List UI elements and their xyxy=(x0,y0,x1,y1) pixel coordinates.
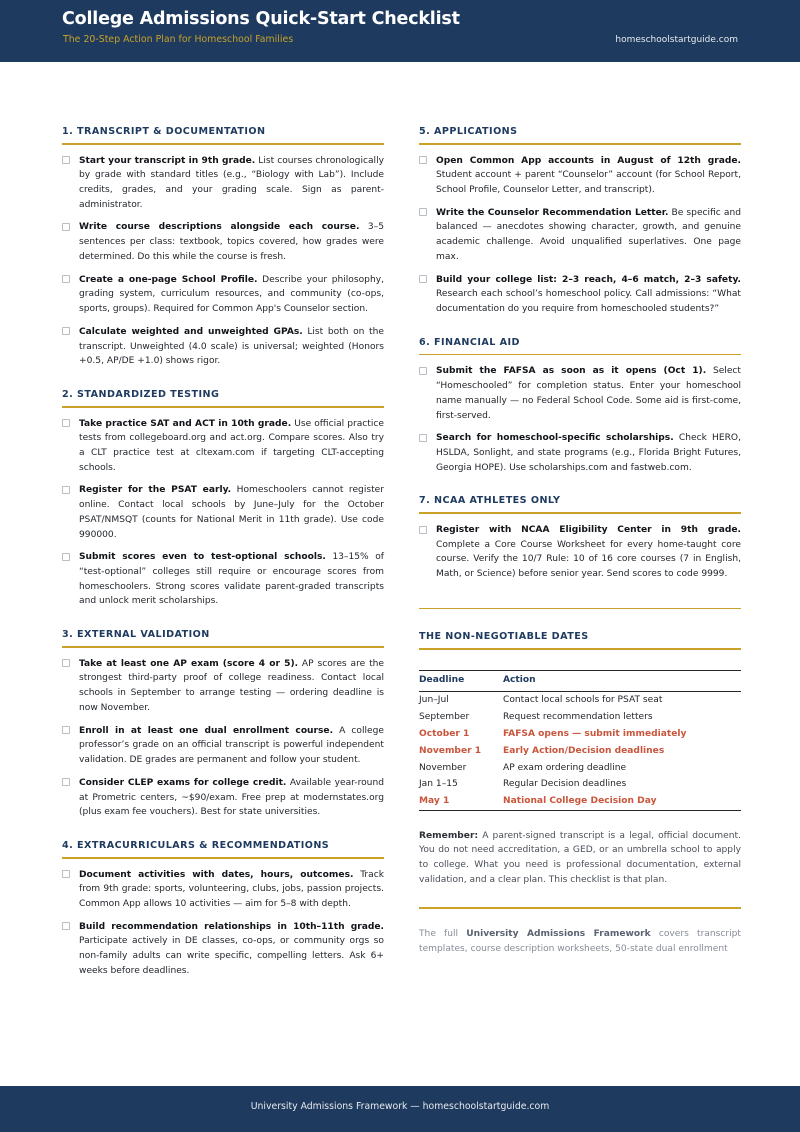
section-heading: 5. APPLICATIONS xyxy=(419,126,518,137)
checklist-item[interactable] xyxy=(62,417,384,476)
checkbox-icon[interactable] xyxy=(62,778,70,786)
checkbox-icon[interactable] xyxy=(62,486,70,494)
table-header-row xyxy=(419,671,741,692)
promo-prefix: The full xyxy=(419,928,459,939)
checklist-item[interactable] xyxy=(419,154,741,198)
section-rule xyxy=(419,143,741,145)
section-rule xyxy=(62,857,384,859)
page-title: College Admissions Quick-Start Checklist xyxy=(62,9,460,29)
checklist-item-lead: Register for the PSAT early. xyxy=(79,485,232,496)
checklist-item[interactable] xyxy=(62,325,384,369)
checklist-item-lead: Document activities with dates, hours, outcomes. xyxy=(79,869,354,880)
checklist-item[interactable] xyxy=(62,273,384,317)
checklist-item-body: Available year-round at Prometric centers, ~$90/exam. Free prep at modernstates.org (plus exam fee vouchers). Best for state universities. xyxy=(79,777,384,818)
checklist-item[interactable] xyxy=(419,431,741,475)
checklist-item[interactable] xyxy=(62,657,384,716)
checkbox-icon[interactable] xyxy=(62,870,70,878)
remember-callout xyxy=(419,829,741,888)
dates-heading: THE NON-NEGOTIABLE DATES xyxy=(419,631,589,643)
checklist-item[interactable] xyxy=(62,220,384,264)
checklist-section xyxy=(419,495,741,581)
checkbox-icon[interactable] xyxy=(62,659,70,667)
section-heading: 4. EXTRACURRICULARS & RECOMMENDATIONS xyxy=(62,839,330,851)
checklist-item-body: Track from 9th grade: sports, volunteering, clubs, jobs, passion projects. Common App allows 10 activities — aim for 5–8 with depth. xyxy=(79,869,384,909)
action-cell: AP exam ordering deadline xyxy=(503,762,627,773)
page-subtitle: The 20-Step Action Plan for Homeschool Families xyxy=(63,34,294,45)
checklist-item[interactable] xyxy=(419,364,741,423)
checkbox-icon[interactable] xyxy=(62,922,70,930)
table-column-header: Deadline xyxy=(419,671,503,692)
checklist-item[interactable] xyxy=(62,724,384,768)
gold-divider-lower xyxy=(419,907,741,908)
right-column xyxy=(419,126,741,956)
remember-label: Remember: xyxy=(419,830,479,841)
section-rule xyxy=(62,143,384,145)
checklist-item-lead: Open Common App accounts in August of 12th grade. xyxy=(436,155,741,166)
checklist-item-body: Be specific and balanced — anecdotes showing character, growth, and genuine academic challenge. Avoid unqualified superlatives. One page max. xyxy=(436,207,741,262)
checkbox-icon[interactable] xyxy=(62,275,70,283)
section-spacer xyxy=(62,609,384,629)
checklist-section xyxy=(419,337,741,476)
page-footer xyxy=(0,1086,800,1132)
checklist-item-lead: Submit scores even to test-optional schools. xyxy=(79,552,326,563)
section-heading: 1. TRANSCRIPT & DOCUMENTATION xyxy=(62,126,266,137)
checkbox-icon[interactable] xyxy=(419,156,427,164)
promo-text xyxy=(419,927,741,956)
dates-rule xyxy=(419,648,741,650)
action-cell: Contact local schools for PSAT seat xyxy=(503,695,663,706)
checklist-item-lead: Build recommendation relationships in 10th–11th grade. xyxy=(79,921,384,932)
checklist-item[interactable] xyxy=(62,776,384,820)
table-row xyxy=(419,692,741,709)
page-header xyxy=(0,0,800,62)
checklist-section xyxy=(62,126,384,369)
checklist-item-body: 13–15% of “test-optional” colleges still require or encourage scores from homeschoolers. Strong scores validate parent-graded transcripts and unlock merit scholarships. xyxy=(79,552,384,607)
section-rule xyxy=(419,354,741,356)
checklist-item-lead: Write the Counselor Recommendation Letter. xyxy=(436,207,669,218)
section-heading: 2. STANDARDIZED TESTING xyxy=(62,388,220,400)
checklist-item-lead: Calculate weighted and unweighted GPAs. xyxy=(79,326,303,337)
checkbox-icon[interactable] xyxy=(419,434,427,442)
checklist-item-body: 3–5 sentences per class: textbook, topics covered, how grades were determined. Do this while the course is fresh. xyxy=(79,222,384,262)
checklist-item-body: A college professor’s grade on an official transcript is powerful independent validation. DE grades are permanent and follow your student. xyxy=(79,725,384,766)
checklist-item-body: Participate actively in DE classes, co-ops, or community orgs so non-family adults can write specific, compelling letters. Ask 6+ weeks before deadlines. xyxy=(79,936,384,976)
checklist-item-lead: Enroll in at least one dual enrollment course. xyxy=(79,725,334,736)
checklist-item-body: List courses chronologically by grade with standard titles (e.g., “Biology with Lab”). Include credits, grades, and your grading scale. Sign as parent-administrator. xyxy=(79,155,384,210)
deadline-cell: September xyxy=(419,712,470,723)
checklist-item-body: AP scores are the strongest third-party proof of college readiness. Contact local schools in September to arrange testing — ordering deadline is now November. xyxy=(79,658,384,713)
checklist-item-lead: Take practice SAT and ACT in 10th grade. xyxy=(79,418,292,429)
deadline-cell: Jun–Jul xyxy=(419,695,449,706)
checkbox-icon[interactable] xyxy=(62,726,70,734)
action-cell: FAFSA opens — submit immediately xyxy=(503,729,687,740)
checklist-item-lead: Submit the FAFSA as soon as it opens (Oct 1). xyxy=(436,366,707,377)
checklist-item-body: Select “Homeschooled” for completion status. Enter your homeschool name manually — no Federal School Code. Some aid is first-come, first-served. xyxy=(436,366,741,421)
checklist-item-body: List both on the transcript. Unweighted (4.0 scale) is universal; weighted (Honors +0.5, AP/DE +1.0) shows rigor. xyxy=(79,326,384,367)
remember-text: A parent-signed transcript is a legal, official document. You do not need accreditation, a GED, or an umbrella school to apply to college. What you need is professional documentation, external validation, and a clear plan. This checklist is that plan. xyxy=(419,830,741,885)
action-cell: National College Decision Day xyxy=(503,793,741,810)
table-row xyxy=(419,793,741,810)
left-column xyxy=(62,126,384,979)
checklist-item-lead: Consider CLEP exams for college credit. xyxy=(79,777,287,788)
checklist-item-lead: Search for homeschool-specific scholarships. xyxy=(436,433,674,444)
deadline-cell: May 1 xyxy=(419,793,503,810)
gold-divider xyxy=(419,608,741,610)
checklist-item-body: Research each school’s homeschool policy. Call admissions: “What documentation do you require from homeschooled students?” xyxy=(436,289,741,315)
header-site-url: homeschoolstartguide.com xyxy=(615,35,738,45)
table-row xyxy=(419,742,741,759)
checklist-item-body: Student account + parent “Counselor” account (for School Report, School Profile, Counselor Letter, and transcript). xyxy=(436,170,741,196)
checklist-item-body: Describe your philosophy, grading system, curriculum resources, and community (co-ops, sports, groups). Required for Common App's Counselor section. xyxy=(79,274,384,315)
checkbox-icon[interactable] xyxy=(62,156,70,164)
table-row xyxy=(419,726,741,743)
section-spacer xyxy=(62,820,384,840)
checklist-item[interactable] xyxy=(419,206,741,265)
section-spacer xyxy=(419,317,741,337)
checklist-item-body: Use official practice tests from collegeboard.org and act.org. Compare scores. Also try a CLT practice test at cltexam.com if targeting CLT-accepting schools. xyxy=(79,418,384,473)
checkbox-icon[interactable] xyxy=(419,526,427,534)
checklist-item-lead: Start your transcript in 9th grade. xyxy=(79,155,256,166)
checklist-item-lead: Register with NCAA Eligibility Center in 9th grade. xyxy=(436,525,741,535)
checklist-section xyxy=(419,126,741,317)
section-spacer xyxy=(419,475,741,495)
checklist-section xyxy=(62,840,384,979)
section-heading: 3. EXTERNAL VALIDATION xyxy=(62,629,210,641)
deadlines-table xyxy=(419,670,741,810)
section-rule xyxy=(62,406,384,408)
section-rule xyxy=(419,512,741,514)
checkbox-icon[interactable] xyxy=(62,223,70,231)
deadline-cell: November 1 xyxy=(419,745,482,756)
section-spacer xyxy=(62,369,384,389)
checklist-item-lead: Build your college list: 2–3 reach, 4–6 match, 2–3 safety. xyxy=(436,274,741,285)
table-row xyxy=(419,709,741,726)
checklist-item[interactable] xyxy=(62,920,384,979)
deadline-cell: Jan 1–15 xyxy=(419,779,458,790)
checklist-item-lead: Create a one-page School Profile. xyxy=(79,274,258,285)
checkbox-icon[interactable] xyxy=(419,367,427,375)
checklist-item[interactable] xyxy=(62,154,384,213)
checklist-item-body: Homeschoolers cannot register online. Contact local schools by June–July for the October PSAT/NMSQT (counts for National Merit in 11th grade). Use code 990000. xyxy=(79,485,384,540)
checklist-section xyxy=(62,389,384,609)
checklist-item[interactable] xyxy=(419,523,741,582)
checkbox-icon[interactable] xyxy=(62,327,70,335)
section-rule xyxy=(62,646,384,648)
deadline-cell: October 1 xyxy=(419,729,470,740)
checklist-item[interactable] xyxy=(419,273,741,317)
checklist-item[interactable] xyxy=(62,483,384,542)
table-row xyxy=(419,759,741,776)
section-heading: 7. NCAA ATHLETES ONLY xyxy=(419,495,561,507)
table-column-header: Action xyxy=(503,671,741,692)
action-cell: Early Action/Decision deadlines xyxy=(503,745,665,756)
deadline-cell: November xyxy=(419,762,467,773)
checkbox-icon[interactable] xyxy=(419,208,427,216)
action-cell: Regular Decision deadlines xyxy=(503,779,627,790)
checkbox-icon[interactable] xyxy=(419,275,427,283)
checkbox-icon[interactable] xyxy=(62,553,70,561)
checklist-item-body: Complete a Core Course Worksheet for every home-taught core course. Verify the 10/7 Rule: 10 of 16 core courses (7 in English, Math, or Science) before senior year. Send scores to code 9999. xyxy=(436,539,741,580)
footer-text: University Admissions Framework — homeschoolstartguide.com xyxy=(250,1101,550,1112)
table-row xyxy=(419,776,741,793)
checkbox-icon[interactable] xyxy=(62,419,70,427)
checklist-item[interactable] xyxy=(62,550,384,609)
action-cell: Request recommendation letters xyxy=(503,712,653,723)
section-heading: 6. FINANCIAL AID xyxy=(419,336,520,348)
checklist-item-lead: Take at least one AP exam (score 4 or 5). xyxy=(79,658,299,669)
promo-suffix: covers transcript templates, course description worksheets, 50-state dual enrollment xyxy=(419,928,741,954)
promo-emphasis: University Admissions Framework xyxy=(466,928,651,939)
checklist-section xyxy=(62,629,384,820)
checklist-item-body: Check HERO, HSLDA, Sonlight, and state programs (e.g., Florida Bright Futures, Georgia HOPE). Use scholarships.com and fastweb.com. xyxy=(436,433,741,473)
checklist-item[interactable] xyxy=(62,868,384,912)
checklist-item-lead: Write course descriptions alongside each course. xyxy=(79,222,360,233)
